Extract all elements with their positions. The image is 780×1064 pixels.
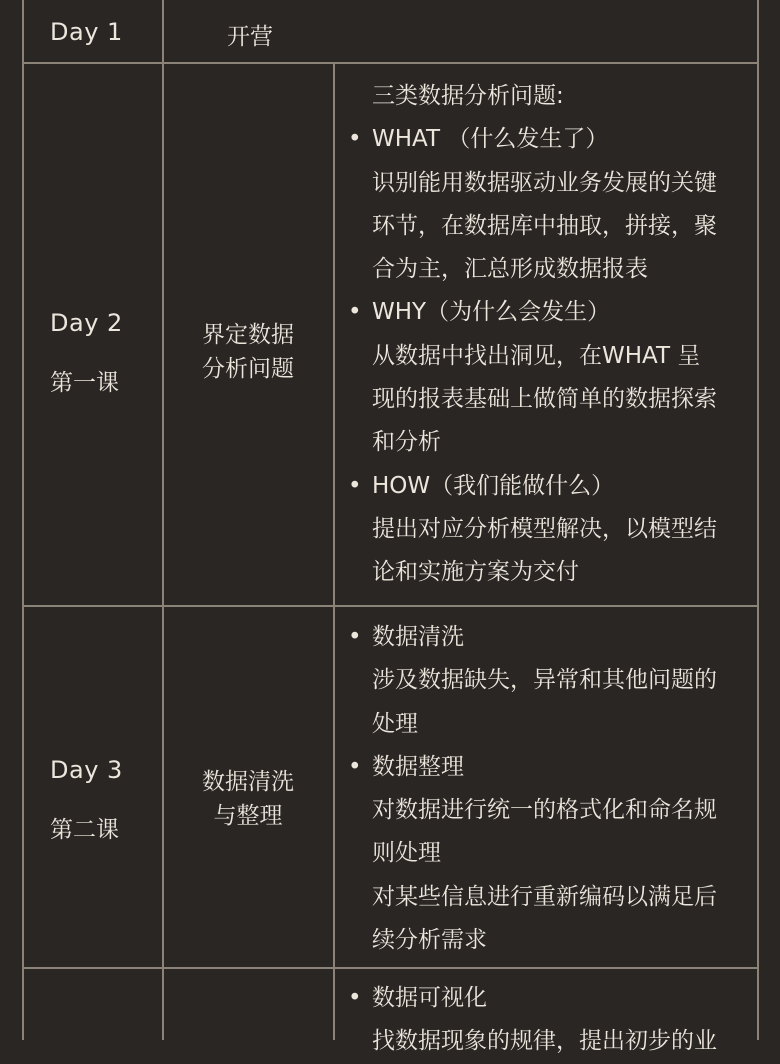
column-divider	[757, 0, 759, 1040]
list-item	[348, 746, 717, 789]
list-item	[348, 118, 717, 161]
column-divider	[333, 62, 335, 1040]
topic-line: 与整理	[213, 803, 283, 829]
item-title: WHY（为什么会发生）	[372, 299, 611, 326]
topic-line: 界定数据	[202, 322, 294, 348]
item-title: HOW（我们能做什么）	[372, 472, 615, 499]
bullet-icon: •	[348, 985, 362, 1011]
row-divider	[22, 967, 758, 969]
item-desc: 合为主，汇总形成数据报表	[372, 256, 648, 283]
bullet-icon: •	[348, 126, 362, 153]
topic-line: 数据清洗	[202, 769, 294, 795]
topic-label: 开营	[227, 24, 273, 50]
list-item	[348, 291, 717, 334]
item-title: WHAT （什么发生了）	[372, 126, 609, 153]
content-cell	[348, 75, 717, 595]
topic-label	[163, 318, 333, 386]
item-desc: 环节，在数据库中抽取，拼接，聚	[372, 212, 717, 239]
item-desc: 对某些信息进行重新编码以满足后	[372, 883, 717, 910]
item-desc: 续分析需求	[372, 927, 487, 954]
list-item	[348, 616, 717, 659]
item-desc: 涉及数据缺失，异常和其他问题的	[372, 667, 717, 694]
item-desc: 和分析	[372, 429, 441, 456]
day-label: Day 2	[50, 309, 123, 337]
row-divider	[22, 605, 758, 607]
item-title: 数据整理	[372, 753, 464, 780]
list-item	[348, 977, 717, 1020]
item-desc: 找数据现象的规律，提出初步的业	[372, 1028, 717, 1055]
lesson-label: 第二课	[50, 817, 119, 843]
bullet-icon: •	[348, 472, 362, 499]
topic-label	[163, 765, 333, 833]
item-title: 数据可视化	[372, 985, 487, 1011]
intro-text: 三类数据分析问题:	[372, 83, 564, 109]
item-desc: 对数据进行统一的格式化和命名规	[372, 797, 717, 824]
column-divider	[162, 0, 164, 1040]
day-label: Day 1	[50, 18, 123, 46]
list-item	[348, 465, 717, 508]
content-cell	[348, 616, 717, 962]
content-cell	[348, 977, 717, 1064]
topic-line: 分析问题	[202, 356, 294, 382]
item-desc: 论和实施方案为交付	[372, 559, 579, 586]
bullet-icon: •	[348, 624, 362, 650]
item-desc: 处理	[372, 710, 418, 737]
item-desc: 则处理	[372, 840, 441, 867]
lesson-label: 第一课	[50, 370, 119, 396]
bullet-icon: •	[348, 299, 362, 326]
item-desc: 识别能用数据驱动业务发展的关键	[372, 169, 717, 196]
day-label: Day 3	[50, 756, 123, 784]
column-divider	[22, 0, 24, 1040]
row-divider	[22, 62, 758, 64]
bullet-icon: •	[348, 753, 362, 780]
item-desc: 从数据中找出洞见，在WHAT 呈	[372, 342, 701, 369]
item-title: 数据清洗	[372, 624, 464, 650]
item-desc: 现的报表基础上做简单的数据探索	[372, 386, 717, 413]
item-desc: 提出对应分析模型解决，以模型结	[372, 515, 717, 542]
